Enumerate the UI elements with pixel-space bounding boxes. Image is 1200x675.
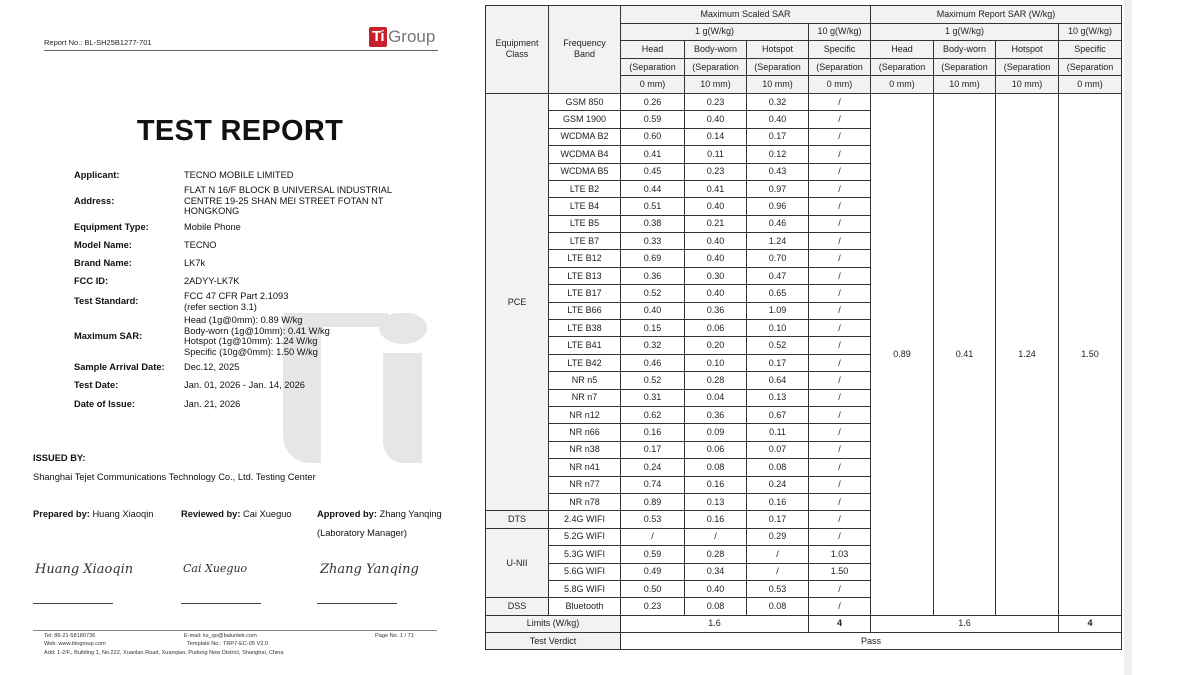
scaled-head-cell: 0.36 [621, 267, 685, 284]
frequency-band-cell: LTE B4 [549, 198, 621, 215]
header-10g: 10 g(W/kg) [809, 23, 871, 41]
scaled-specific-cell: / [809, 493, 871, 510]
header-position: Head [871, 41, 934, 59]
limits-label: Limits (W/kg) [486, 615, 621, 632]
scaled-specific-cell: / [809, 198, 871, 215]
field-value: LK7k [184, 258, 206, 268]
header-position: Specific [809, 41, 871, 59]
signatory-name: Cai Xueguo [243, 509, 292, 519]
scaled-body-worn-cell: 0.40 [685, 285, 747, 302]
signature-prepared: Huang Xiaoqin [35, 562, 134, 577]
header-row [486, 6, 1122, 24]
cell-text: Band [573, 49, 596, 60]
frequency-band-cell: WCDMA B4 [549, 146, 621, 163]
scaled-body-worn-cell: 0.40 [685, 111, 747, 128]
scaled-hotspot-cell: 0.32 [747, 93, 809, 110]
field-label: Maximum SAR: [74, 330, 143, 341]
frequency-band-cell: 5.3G WIFI [549, 546, 621, 563]
scaled-hotspot-cell: 0.97 [747, 180, 809, 197]
field-label: Address: [74, 195, 115, 206]
frequency-band-cell: WCDMA B2 [549, 128, 621, 145]
frequency-band-cell: NR n66 [549, 424, 621, 441]
signature-line [317, 603, 397, 604]
report-specific-cell: 1.50 [1059, 93, 1122, 615]
frequency-band-cell: 5.6G WIFI [549, 563, 621, 580]
field-label: Test Date: [74, 380, 119, 390]
frequency-band-cell: NR n77 [549, 476, 621, 493]
scaled-hotspot-cell: 0.08 [747, 459, 809, 476]
header-divider [44, 50, 438, 51]
scaled-head-cell: 0.53 [621, 511, 685, 528]
scaled-head-cell: 0.15 [621, 320, 685, 337]
scaled-head-cell: 0.49 [621, 563, 685, 580]
scaled-specific-cell: / [809, 424, 871, 441]
scaled-hotspot-cell: / [747, 546, 809, 563]
frequency-band-cell: LTE B17 [549, 285, 621, 302]
signature-approved: Zhang Yanqing [320, 562, 419, 577]
scaled-body-worn-cell: 0.16 [685, 476, 747, 493]
scaled-body-worn-cell: 0.40 [685, 580, 747, 597]
logo-text: Group [388, 27, 436, 46]
scaled-hotspot-cell: 0.40 [747, 111, 809, 128]
limit-report-1g: 1.6 [871, 615, 1059, 632]
scaled-specific-cell: / [809, 302, 871, 319]
report-head-cell: 0.89 [871, 93, 934, 615]
header-1g: 1 g(W/kg) [871, 23, 1059, 41]
scaled-specific-cell: / [809, 111, 871, 128]
scaled-body-worn-cell: 0.13 [685, 493, 747, 510]
footer-email: E-mail: ks_qo@baluntek.com [184, 633, 257, 639]
frequency-band-cell: LTE B13 [549, 267, 621, 284]
scaled-body-worn-cell: 0.36 [685, 302, 747, 319]
scaled-specific-cell: / [809, 372, 871, 389]
scaled-head-cell: 0.23 [621, 598, 685, 615]
frequency-band-cell: LTE B5 [549, 215, 621, 232]
cell-text: Equipment [495, 38, 539, 49]
frequency-band-cell: NR n41 [549, 459, 621, 476]
signatory-name: Zhang Yanqing [379, 509, 442, 519]
scaled-head-cell: 0.51 [621, 198, 685, 215]
frequency-band-cell: 5.8G WIFI [549, 580, 621, 597]
scaled-specific-cell: / [809, 180, 871, 197]
footer-template: Template No.: TRP7-EC-05 V2.0 [187, 641, 269, 647]
header-position: Body-worn [934, 41, 996, 59]
role-label: Approved by: [317, 509, 377, 519]
scaled-body-worn-cell: 0.30 [685, 267, 747, 284]
header-separation: 10 mm) [747, 76, 809, 94]
frequency-band-cell: NR n38 [549, 441, 621, 458]
scaled-specific-cell: / [809, 285, 871, 302]
scaled-head-cell: 0.52 [621, 285, 685, 302]
scaled-body-worn-cell: 0.20 [685, 337, 747, 354]
scaled-body-worn-cell: 0.14 [685, 128, 747, 145]
scaled-specific-cell: 1.03 [809, 546, 871, 563]
header-position: Specific [1059, 41, 1122, 59]
scaled-specific-cell: / [809, 476, 871, 493]
scaled-head-cell: 0.32 [621, 337, 685, 354]
header-separation: (Separation [747, 58, 809, 76]
scaled-body-worn-cell: 0.40 [685, 250, 747, 267]
report-number: Report No.: BL-SH25B1277-701 [44, 38, 152, 47]
scaled-specific-cell: 1.50 [809, 563, 871, 580]
page-edge [1124, 0, 1132, 675]
scaled-head-cell: 0.52 [621, 372, 685, 389]
frequency-band-cell: 5.2G WIFI [549, 528, 621, 545]
signature-line [181, 603, 261, 604]
field-value: Body-worn (1g@10mm): 0.41 W/kg [184, 325, 330, 336]
scaled-specific-cell: / [809, 407, 871, 424]
field-value: TECNO MOBILE LIMITED [184, 170, 294, 180]
scaled-hotspot-cell: 0.17 [747, 511, 809, 528]
scaled-head-cell: 0.50 [621, 580, 685, 597]
scaled-specific-cell: / [809, 389, 871, 406]
frequency-band-cell: NR n7 [549, 389, 621, 406]
scaled-body-worn-cell: 0.08 [685, 598, 747, 615]
scaled-body-worn-cell: 0.06 [685, 320, 747, 337]
scaled-specific-cell: / [809, 337, 871, 354]
scaled-specific-cell: / [809, 215, 871, 232]
prepared-by [33, 509, 153, 519]
footer-address: Add: 1-2/F., Building 1, No.222, Xuanlan Road, Xuanqiao, Pudong New District, Shanghai, China [44, 650, 284, 656]
scaled-body-worn-cell: 0.16 [685, 511, 747, 528]
scaled-hotspot-cell: 0.67 [747, 407, 809, 424]
scaled-head-cell: 0.60 [621, 128, 685, 145]
report-body-cell: 0.41 [934, 93, 996, 615]
header-equipment-class [486, 6, 549, 94]
table-row [486, 93, 1122, 110]
signature-line [33, 603, 113, 604]
equipment-class-cell: DSS [486, 598, 549, 615]
field-label: Test Standard: [74, 296, 139, 307]
frequency-band-cell: GSM 850 [549, 93, 621, 110]
scaled-body-worn-cell: 0.23 [685, 93, 747, 110]
field-value: Jan. 01, 2026 - Jan. 14, 2026 [184, 380, 305, 390]
scaled-specific-cell: / [809, 267, 871, 284]
scaled-hotspot-cell: 0.65 [747, 285, 809, 302]
header-separation: 10 mm) [685, 76, 747, 94]
scaled-specific-cell: / [809, 163, 871, 180]
limit-scaled-1g: 1.6 [621, 615, 809, 632]
equipment-class-cell: DTS [486, 511, 549, 528]
scaled-specific-cell: / [809, 93, 871, 110]
scaled-body-worn-cell: 0.04 [685, 389, 747, 406]
scaled-head-cell: 0.74 [621, 476, 685, 493]
cover-page [0, 0, 470, 675]
scaled-head-cell: / [621, 528, 685, 545]
scaled-hotspot-cell: 0.17 [747, 128, 809, 145]
scaled-specific-cell: / [809, 441, 871, 458]
scaled-head-cell: 0.62 [621, 407, 685, 424]
scaled-head-cell: 0.69 [621, 250, 685, 267]
header-separation: 0 mm) [809, 76, 871, 94]
field-value: HONGKONG [184, 206, 240, 216]
scaled-head-cell: 0.24 [621, 459, 685, 476]
field-value: 2ADYY-LK7K [184, 276, 240, 286]
scaled-body-worn-cell: 0.10 [685, 354, 747, 371]
cell-text: Class [505, 49, 529, 60]
scaled-hotspot-cell: 0.13 [747, 389, 809, 406]
frequency-band-cell: LTE B66 [549, 302, 621, 319]
scaled-hotspot-cell: 0.11 [747, 424, 809, 441]
scaled-head-cell: 0.26 [621, 93, 685, 110]
report-hotspot-cell: 1.24 [996, 93, 1059, 615]
frequency-band-cell: LTE B12 [549, 250, 621, 267]
field-label: Model Name: [74, 240, 132, 250]
scaled-body-worn-cell: 0.23 [685, 163, 747, 180]
header-separation: 10 mm) [934, 76, 996, 94]
scaled-hotspot-cell: 0.07 [747, 441, 809, 458]
frequency-band-cell: LTE B2 [549, 180, 621, 197]
header-position: Body-worn [685, 41, 747, 59]
header-position: Hotspot [747, 41, 809, 59]
scaled-hotspot-cell: 0.08 [747, 598, 809, 615]
scaled-body-worn-cell: 0.11 [685, 146, 747, 163]
frequency-band-cell: LTE B41 [549, 337, 621, 354]
issued-by-label: ISSUED BY: [33, 453, 86, 463]
field-value: Head (1g@0mm): 0.89 W/kg [184, 315, 303, 325]
field-value: Mobile Phone [184, 222, 241, 232]
header-separation: (Separation [871, 58, 934, 76]
scaled-specific-cell: / [809, 354, 871, 371]
scaled-specific-cell: / [809, 128, 871, 145]
cell-text: Frequency [563, 38, 606, 49]
field-label: Applicant: [74, 170, 120, 180]
scaled-specific-cell: / [809, 320, 871, 337]
header-separation: (Separation [996, 58, 1059, 76]
tigroup-logo [369, 27, 435, 47]
scaled-body-worn-cell: 0.36 [685, 407, 747, 424]
header-separation: (Separation [809, 58, 871, 76]
scaled-hotspot-cell: / [747, 563, 809, 580]
scaled-head-cell: 0.16 [621, 424, 685, 441]
reviewed-by [181, 509, 292, 519]
frequency-band-cell: WCDMA B5 [549, 163, 621, 180]
scaled-hotspot-cell: 0.52 [747, 337, 809, 354]
scaled-hotspot-cell: 0.46 [747, 215, 809, 232]
issuer-name: Shanghai Tejet Communications Technology Co., Ltd. Testing Center [33, 472, 316, 482]
scaled-hotspot-cell: 0.43 [747, 163, 809, 180]
scaled-head-cell: 0.38 [621, 215, 685, 232]
header-1g: 1 g(W/kg) [621, 23, 809, 41]
field-value: TECNO [184, 240, 217, 250]
scaled-body-worn-cell: 0.28 [685, 372, 747, 389]
field-value: Hotspot (1g@10mm): 1.24 W/kg [184, 336, 318, 346]
scaled-head-cell: 0.45 [621, 163, 685, 180]
footer-page-number: Page No. 1 / 71 [375, 633, 414, 639]
scaled-head-cell: 0.31 [621, 389, 685, 406]
scaled-specific-cell: / [809, 250, 871, 267]
verdict-value: Pass [621, 633, 1122, 650]
header-position: Hotspot [996, 41, 1059, 59]
header-separation: 0 mm) [871, 76, 934, 94]
page-title: TEST REPORT [136, 115, 344, 147]
scaled-body-worn-cell: 0.21 [685, 215, 747, 232]
scaled-head-cell: 0.41 [621, 146, 685, 163]
header-separation: (Separation [934, 58, 996, 76]
scaled-head-cell: 0.44 [621, 180, 685, 197]
scaled-body-worn-cell: 0.06 [685, 441, 747, 458]
field-label: FCC ID: [74, 276, 109, 286]
scaled-head-cell: 0.46 [621, 354, 685, 371]
scaled-head-cell: 0.59 [621, 111, 685, 128]
limit-scaled-10g: 4 [809, 615, 871, 632]
field-value: FLAT N 16/F BLOCK B UNIVERSAL INDUSTRIAL [184, 185, 393, 195]
scaled-hotspot-cell: 0.16 [747, 493, 809, 510]
header-separation: 10 mm) [996, 76, 1059, 94]
signatory-name: Huang Xiaoqin [92, 509, 154, 519]
header-separation: (Separation [1059, 58, 1122, 76]
footer-tel: Tel: 86-21-58180736 [44, 633, 96, 639]
scaled-body-worn-cell: 0.40 [685, 233, 747, 250]
frequency-band-cell: 2.4G WIFI [549, 511, 621, 528]
sar-summary-table [485, 5, 1122, 650]
scaled-body-worn-cell: 0.41 [685, 180, 747, 197]
scaled-specific-cell: / [809, 580, 871, 597]
frequency-band-cell: LTE B38 [549, 320, 621, 337]
frequency-band-cell: NR n78 [549, 493, 621, 510]
field-value: (refer section 3.1) [184, 301, 257, 312]
scaled-hotspot-cell: 1.24 [747, 233, 809, 250]
field-value: Dec.12, 2025 [184, 362, 240, 372]
scaled-head-cell: 0.89 [621, 493, 685, 510]
scaled-body-worn-cell: 0.09 [685, 424, 747, 441]
header-10g: 10 g(W/kg) [1059, 23, 1122, 41]
scaled-specific-cell: / [809, 459, 871, 476]
field-value: CENTRE 19-25 SHAN MEI STREET FOTAN NT [184, 195, 384, 206]
frequency-band-cell: Bluetooth [549, 598, 621, 615]
scaled-hotspot-cell: 0.47 [747, 267, 809, 284]
scaled-hotspot-cell: 0.29 [747, 528, 809, 545]
role-label: Prepared by: [33, 509, 90, 519]
scaled-head-cell: 0.33 [621, 233, 685, 250]
frequency-band-cell: NR n12 [549, 407, 621, 424]
scaled-head-cell: 0.59 [621, 546, 685, 563]
equipment-class-cell: PCE [486, 93, 549, 510]
role-label: Reviewed by: [181, 509, 241, 519]
scaled-head-cell: 0.40 [621, 302, 685, 319]
scaled-body-worn-cell: 0.08 [685, 459, 747, 476]
scaled-hotspot-cell: 0.96 [747, 198, 809, 215]
approver-title: (Laboratory Manager) [317, 528, 407, 538]
scaled-hotspot-cell: 0.70 [747, 250, 809, 267]
header-separation: (Separation [685, 58, 747, 76]
scaled-specific-cell: / [809, 598, 871, 615]
scaled-body-worn-cell: / [685, 528, 747, 545]
field-value: Specific (10g@0mm): 1.50 W/kg [184, 346, 318, 357]
footer-web: Web: www.titogroup.com [44, 641, 106, 647]
header-position: Head [621, 41, 685, 59]
scaled-specific-cell: / [809, 528, 871, 545]
verdict-label: Test Verdict [486, 633, 621, 650]
limit-report-10g: 4 [1059, 615, 1122, 632]
scaled-hotspot-cell: 0.10 [747, 320, 809, 337]
scaled-hotspot-cell: 0.12 [747, 146, 809, 163]
frequency-band-cell: GSM 1900 [549, 111, 621, 128]
header-separation: 0 mm) [621, 76, 685, 94]
field-value: FCC 47 CFR Part 2.1093 [184, 291, 289, 301]
field-label: Brand Name: [74, 258, 132, 268]
frequency-band-cell: LTE B42 [549, 354, 621, 371]
scaled-specific-cell: / [809, 146, 871, 163]
equipment-class-cell: U-NII [486, 528, 549, 598]
scaled-hotspot-cell: 0.17 [747, 354, 809, 371]
field-label: Equipment Type: [74, 222, 149, 232]
limits-row [486, 615, 1122, 632]
field-value: Jan. 21, 2026 [184, 399, 241, 409]
field-label: Sample Arrival Date: [74, 362, 165, 372]
header-frequency-band [549, 6, 621, 94]
scaled-body-worn-cell: 0.34 [685, 563, 747, 580]
header-max-scaled-sar: Maximum Scaled SAR [621, 6, 871, 24]
scaled-hotspot-cell: 0.53 [747, 580, 809, 597]
frequency-band-cell: NR n5 [549, 372, 621, 389]
verdict-row [486, 633, 1122, 650]
scaled-body-worn-cell: 0.40 [685, 198, 747, 215]
footer-divider [33, 630, 437, 631]
header-separation: (Separation [621, 58, 685, 76]
frequency-band-cell: LTE B7 [549, 233, 621, 250]
scaled-hotspot-cell: 0.24 [747, 476, 809, 493]
scaled-specific-cell: / [809, 511, 871, 528]
scaled-hotspot-cell: 0.64 [747, 372, 809, 389]
scaled-body-worn-cell: 0.28 [685, 546, 747, 563]
scaled-hotspot-cell: 1.09 [747, 302, 809, 319]
scaled-specific-cell: / [809, 233, 871, 250]
logo-mark: Ti [369, 27, 387, 47]
header-separation: 0 mm) [1059, 76, 1122, 94]
field-label: Date of Issue: [74, 399, 135, 409]
signature-reviewed: Cai Xueguo [183, 562, 248, 575]
approved-by [317, 509, 442, 519]
header-max-report-sar: Maximum Report SAR (W/kg) [871, 6, 1122, 24]
scaled-head-cell: 0.17 [621, 441, 685, 458]
